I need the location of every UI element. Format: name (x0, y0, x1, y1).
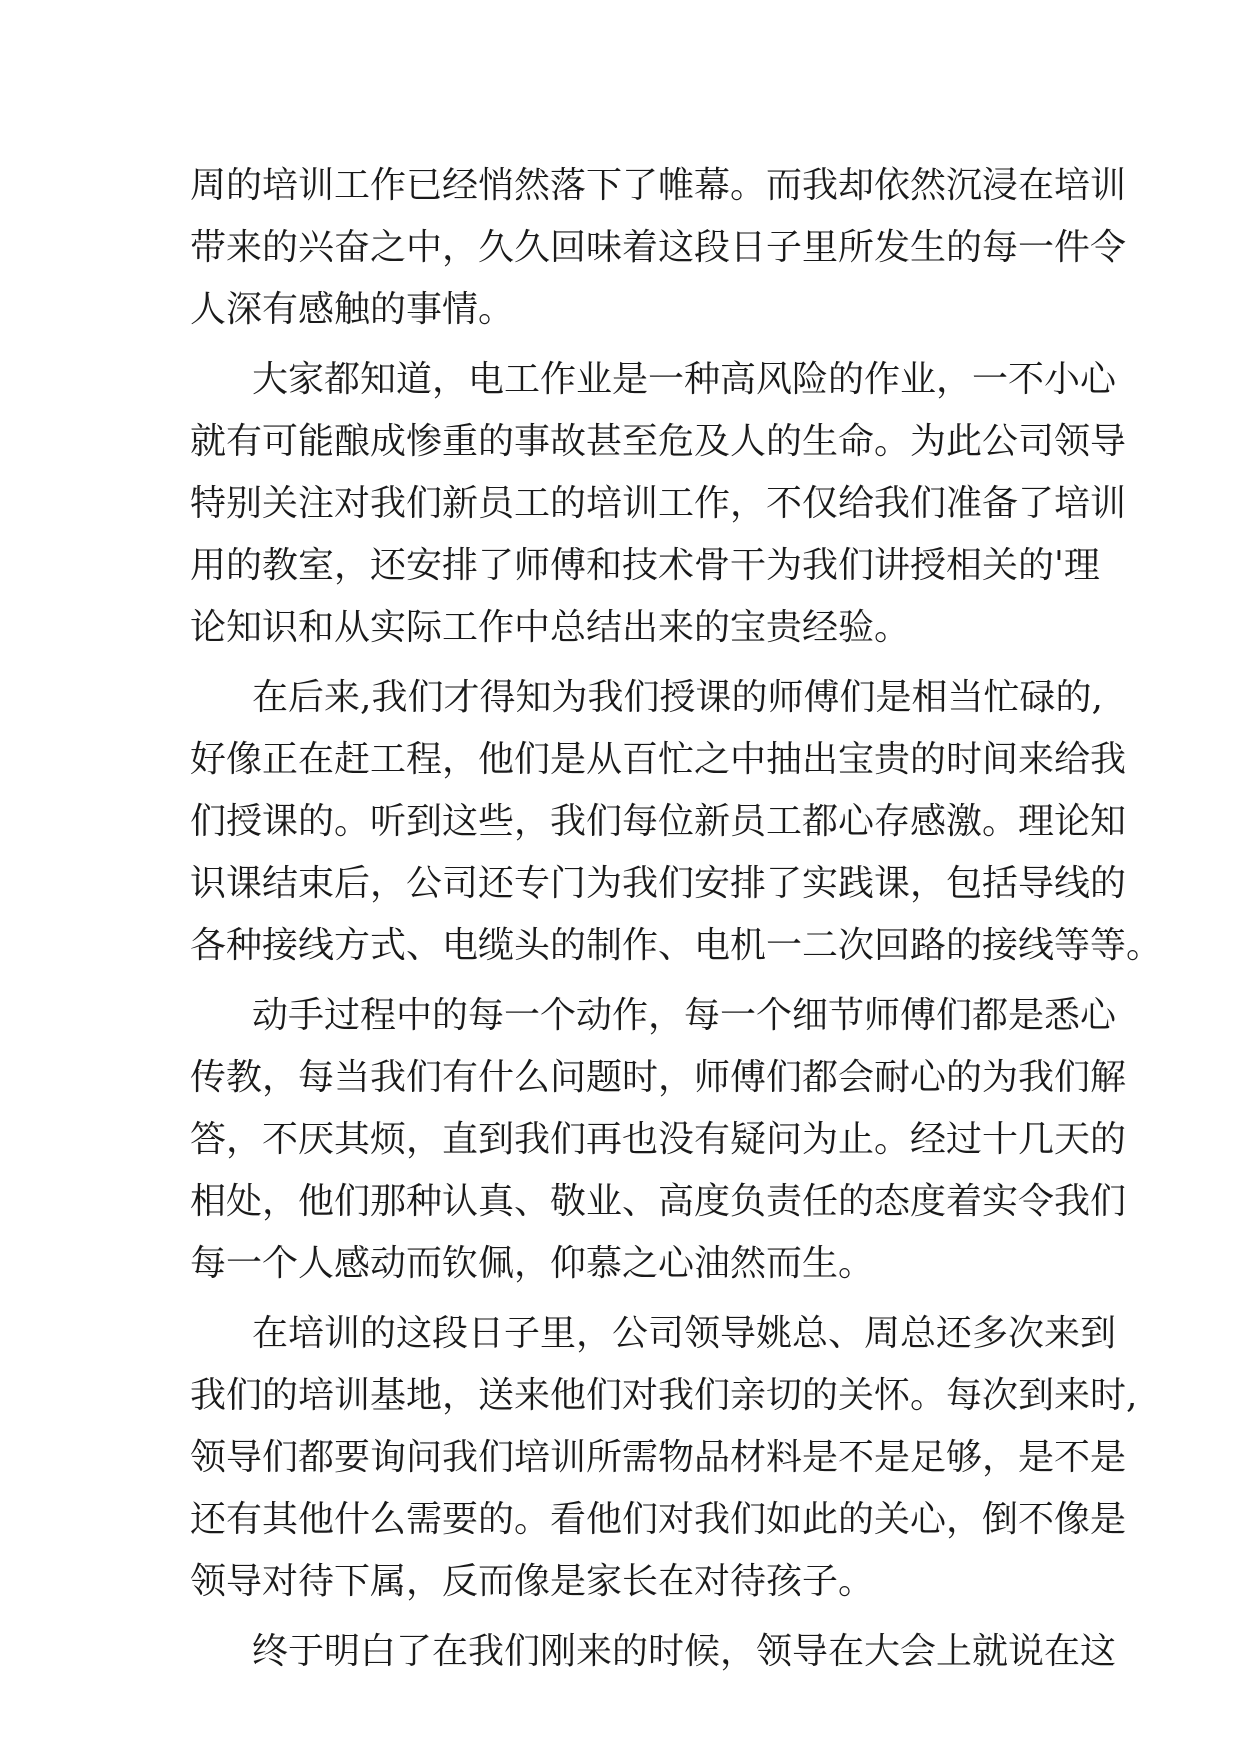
text-line: 传教，每当我们有什么问题时，师傅们都会耐心的为我们解 (190, 1057, 1127, 1098)
document-body (190, 155, 1163, 1683)
text-line: 领导对待下属，反而像是家长在对待孩子。 (190, 1561, 875, 1602)
text-line: 们授课的。听到这些，我们每位新员工都心存感激。理论知 (190, 801, 1127, 842)
text-line: 在培训的这段日子里，公司领导姚总、周总还多次来到 (252, 1313, 1117, 1354)
text-line: 识课结束后，公司还专门为我们安排了实践课，包括导线的 (190, 863, 1127, 904)
text-line: 大家都知道，电工作业是一种高风险的作业，一不小心 (252, 359, 1117, 400)
text-line: 用的教室，还安排了师傅和技术骨干为我们讲授相关的'理 (190, 545, 1100, 586)
paragraph-4 (190, 985, 1127, 1295)
paragraph-5 (190, 1303, 1138, 1613)
paragraph-2 (190, 349, 1127, 659)
text-line: 周的培训工作已经悄然落下了帷幕。而我却依然沉浸在培训 (190, 165, 1127, 206)
text-line: 特别关注对我们新员工的培训工作，不仅给我们准备了培训 (190, 483, 1127, 524)
text-line: 就有可能酿成惨重的事故甚至危及人的生命。为此公司领导 (190, 421, 1127, 462)
text-line: 还有其他什么需要的。看他们对我们如此的关心，倒不像是 (190, 1499, 1127, 1540)
text-line: 带来的兴奋之中，久久回味着这段日子里所发生的每一件令 (190, 227, 1127, 268)
text-line: 在后来,我们才得知为我们授课的师傅们是相当忙碌的, (252, 677, 1103, 718)
text-line: 终于明白了在我们刚来的时候，领导在大会上就说在这 (252, 1631, 1117, 1672)
paragraph-3 (190, 667, 1163, 977)
text-line: 每一个人感动而钦佩，仰慕之心油然而生。 (190, 1243, 875, 1284)
paragraph-6 (190, 1621, 1117, 1683)
text-line: 动手过程中的每一个动作，每一个细节师傅们都是悉心 (252, 995, 1117, 1036)
text-line: 我们的培训基地，送来他们对我们亲切的关怀。每次到来时, (190, 1375, 1138, 1416)
text-line: 领导们都要询问我们培训所需物品材料是不是足够，是不是 (190, 1437, 1127, 1478)
text-line: 答，不厌其烦，直到我们再也没有疑问为止。经过十几天的 (190, 1119, 1127, 1160)
text-line: 相处，他们那种认真、敬业、高度负责任的态度着实令我们 (190, 1181, 1127, 1222)
paragraph-1 (190, 155, 1127, 341)
text-line: 各种接线方式、电缆头的制作、电机一二次回路的接线等等。 (190, 925, 1163, 966)
text-line: 论知识和从实际工作中总结出来的宝贵经验。 (190, 607, 911, 648)
text-line: 好像正在赶工程，他们是从百忙之中抽出宝贵的时间来给我 (190, 739, 1127, 780)
text-line: 人深有感触的事情。 (190, 289, 515, 330)
